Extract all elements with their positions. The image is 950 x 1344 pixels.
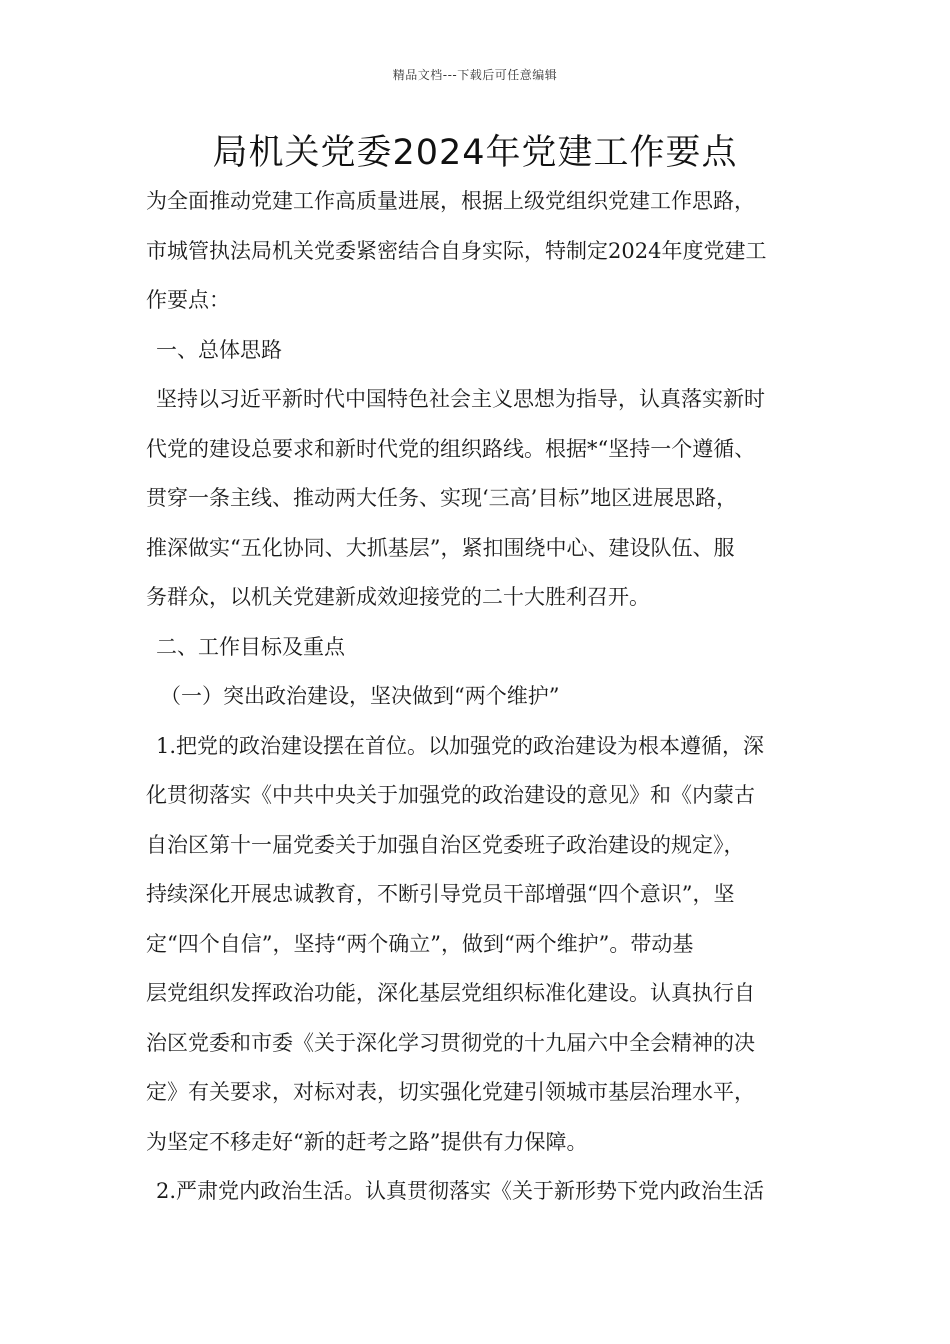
paragraph-line: 层党组织发挥政治功能，深化基层党组织标准化建设。认真执行自: [146, 981, 755, 1005]
paragraph-line: 为坚定不移走好“新的赶考之路”提供有力保障。: [146, 1129, 588, 1154]
section-heading: 二、工作目标及重点: [156, 634, 345, 659]
paragraph-line: 代党的建设总要求和新时代党的组织路线。根据*“坚持一个遵循、: [146, 436, 756, 461]
paragraph-line: 化贯彻落实《中共中央关于加强党的政治建设的意见》和《内蒙古: [146, 783, 755, 807]
paragraph-line: 1.把党的政治建设摆在首位。以加强党的政治建设为根本遵循，深: [156, 733, 765, 758]
paragraph-line: 自治区第十一届党委关于加强自治区党委班子政治建设的规定》，: [146, 832, 745, 857]
paragraph-line: 2.严肃党内政治生活。认真贯彻落实《关于新形势下党内政治生活: [156, 1179, 765, 1203]
paragraph-line: 坚持以习近平新时代中国特色社会主义思想为指导，认真落实新时: [156, 387, 765, 411]
paragraph-line: 定》有关要求，对标对表，切实强化党建引领城市基层治理水平，: [146, 1080, 755, 1104]
paragraph-line: 定“四个自信”，坚持“两个确立”，做到“两个维护”。带动基: [146, 931, 694, 956]
section-heading: 一、总体思路: [156, 337, 282, 362]
paragraph-line: 务群众，以机关党建新成效迎接党的二十大胜利召开。: [146, 585, 650, 609]
document-title: 局机关党委2024年党建工作要点: [212, 133, 738, 173]
paragraph-line: 市城管执法局机关党委紧密结合自身实际，特制定2024年度党建工: [146, 238, 767, 263]
paragraph-line: 推深做实“五化协同、大抓基层”，紧扣围绕中心、建设队伍、服: [146, 535, 735, 560]
paragraph-line: 为全面推动党建工作高质量进展，根据上级党组织党建工作思路，: [146, 189, 755, 213]
header-note: 精品文档---下载后可任意编辑: [392, 68, 558, 82]
paragraph-line: 治区党委和市委《关于深化学习贯彻党的十九届六中全会精神的决: [146, 1030, 755, 1055]
paragraph-line: 持续深化开展忠诚教育，不断引导党员干部增强“四个意识”，坚: [146, 882, 735, 906]
document-body: [146, 177, 822, 1217]
paragraph-line: 贯穿一条主线、推动两大任务、实现‘三高’目标”地区进展思路，: [146, 486, 738, 510]
subsection-heading: （一）突出政治建设，坚决做到“两个维护”: [160, 684, 560, 708]
paragraph-line: 作要点：: [146, 288, 230, 312]
